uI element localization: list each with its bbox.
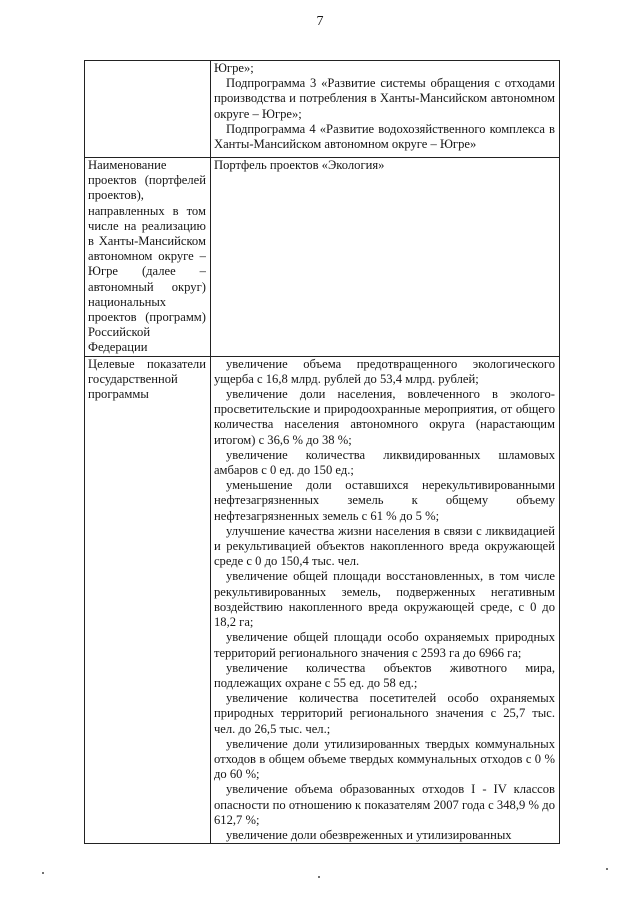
target-item: увеличение объема образованных отходов I - IV классов опасности по отношению к показателям 2007 года с 348,9 % до 612,7 %; — [213, 782, 555, 827]
projects-value-cell — [210, 158, 559, 357]
scan-speck — [606, 868, 608, 870]
target-item: увеличение объема предотвращенного экологического ущерба с 16,8 млрд. рублей до 53,4 млрд. рублей; — [213, 356, 555, 386]
table-row-continuation — [85, 61, 560, 158]
continuation-content-cell — [210, 61, 559, 158]
targets-list-cell — [210, 356, 559, 844]
table-row-targets — [85, 356, 560, 844]
target-item: увеличение количества объектов животного мира, подлежащих охране с 55 ед. до 58 ед.; — [213, 660, 555, 690]
projects-label-cell — [85, 158, 211, 357]
projects-value: Портфель проектов «Экология» — [213, 158, 385, 172]
table-row-projects — [85, 158, 560, 357]
program-passport-table — [84, 60, 560, 844]
target-item: увеличение доли населения, вовлеченного в эколого-просветительские и природоохранные мероприятия, от общего количества населения автономного округа (нарастающим итогом) с 36,6 % до 38 %; — [213, 387, 555, 447]
subprogram-4-paragraph: Подпрограмма 4 «Развитие водохозяйственного комплекса в Ханты-Мансийском автономном округе – Югре» — [213, 121, 555, 152]
continuation-label-cell — [85, 61, 211, 158]
targets-label-cell — [85, 356, 211, 844]
subprogram-3-paragraph: Подпрограмма 3 «Развитие системы обращения с отходами производства и потребления в Ханты-Мансийском автономном округе – Югре»; — [213, 76, 555, 121]
target-item: увеличение количества посетителей особо охраняемых природных территорий регионального значения с 25,7 тыс. чел. до 26,5 тыс. чел.; — [213, 691, 555, 736]
continuation-paragraph: Югре»; — [213, 61, 254, 75]
target-item: увеличение доли обезвреженных и утилизированных — [225, 827, 512, 842]
projects-label: Наименование проектов (портфелей проектов), направленных в том числе на реализацию в Ханты-Мансийском автономном округе – Югре (далее – автономный округ) национальных проектов (программ) Российской Федерации — [88, 158, 206, 355]
page-number: 7 — [316, 14, 324, 29]
scan-speck — [318, 876, 320, 878]
target-item: увеличение доли утилизированных твердых коммунальных отходов в общем объеме твердых коммунальных отходов с 0 % до 60 %; — [213, 736, 555, 782]
target-item: улучшение качества жизни населения в связи с ликвидацией и рекультивацией объектов накопленного вреда окружающей среде с 0 до 150,4 тыс. чел. — [213, 523, 555, 569]
target-item: увеличение общей площади восстановленных, в том числе рекультивированных земель, подверженных негативным воздействию накопленного вреда окружающей среде, с 0 до 18,2 га; — [213, 569, 555, 630]
target-item: увеличение общей площади особо охраняемых природных территорий регионального значения с 2593 га до 6966 га; — [213, 630, 555, 660]
scan-speck — [42, 872, 44, 874]
targets-label: Целевые показатели государственной программы — [88, 356, 206, 402]
target-item: увеличение количества ликвидированных шламовых амбаров с 0 ед. до 150 ед.; — [213, 447, 555, 478]
target-item: уменьшение доли оставшихся нерекультивированными нефтезагрязненных земель к общему объему нефтезагрязненных земель с 61 % до 5 %; — [213, 478, 555, 523]
